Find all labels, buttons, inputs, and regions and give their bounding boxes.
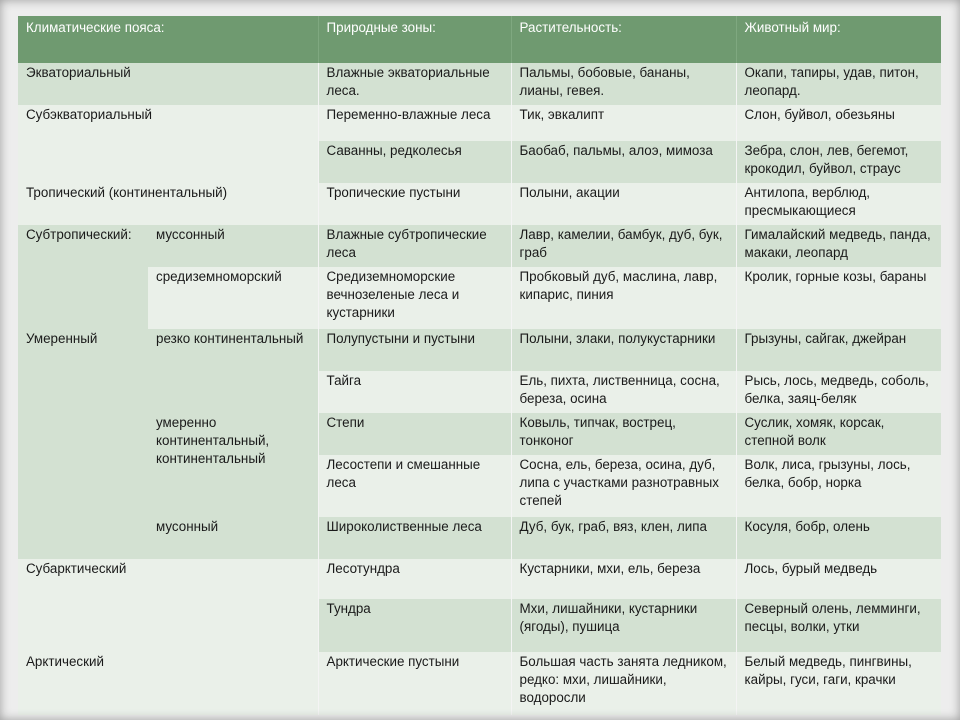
fauna-cell: Волк, лиса, грызуны, лось, белка, бобр, норка bbox=[736, 455, 941, 517]
flora-cell: Ковыль, типчак, вострец, тонконог bbox=[511, 413, 736, 455]
zone-cell: Саванны, редколесья bbox=[318, 141, 511, 183]
table-row bbox=[18, 183, 941, 225]
climate-zones-table bbox=[18, 16, 941, 715]
subtype-cell: мусонный bbox=[148, 517, 318, 559]
fauna-cell: Лось, бурый медведь bbox=[736, 559, 941, 599]
zone-cell: Влажные экваториальные леса. bbox=[318, 63, 511, 105]
flora-cell: Кустарники, мхи, ель, береза bbox=[511, 559, 736, 599]
table-row bbox=[18, 225, 941, 267]
zone-cell: Широколиственные леса bbox=[318, 517, 511, 559]
subtype-cell: средиземноморский bbox=[148, 267, 318, 329]
flora-cell: Лавр, камелии, бамбук, дуб, бук, граб bbox=[511, 225, 736, 267]
zone-cell: Тайга bbox=[318, 371, 511, 413]
fauna-cell: Зебра, слон, лев, бегемот, крокодил, буйвол, страус bbox=[736, 141, 941, 183]
table-header-row bbox=[18, 16, 941, 63]
zone-cell: Лесостепи и смешанные леса bbox=[318, 455, 511, 517]
header-climate-belts: Климатические пояса: bbox=[18, 16, 318, 63]
flora-cell: Полыни, акации bbox=[511, 183, 736, 225]
fauna-cell: Гималайский медведь, панда, макаки, леопард bbox=[736, 225, 941, 267]
table-row bbox=[18, 559, 941, 599]
flora-cell: Мхи, лишайники, кустарники (ягоды), пушица bbox=[511, 599, 736, 652]
belt-cell: Субэкваториальный bbox=[18, 105, 318, 183]
fauna-cell: Антилопа, верблюд, пресмыкающиеся bbox=[736, 183, 941, 225]
zone-cell: Влажные субтропические леса bbox=[318, 225, 511, 267]
zone-cell: Лесотундра bbox=[318, 559, 511, 599]
flora-cell: Полыни, злаки, полукустарники bbox=[511, 329, 736, 371]
flora-cell: Сосна, ель, береза, осина, дуб, липа с участками разнотравных степей bbox=[511, 455, 736, 517]
table-row bbox=[18, 517, 941, 559]
belt-cell: Арктический bbox=[18, 652, 318, 715]
header-vegetation: Растительность: bbox=[511, 16, 736, 63]
flora-cell: Ель, пихта, лиственница, сосна, береза, осина bbox=[511, 371, 736, 413]
belt-cell: Экваториальный bbox=[18, 63, 318, 105]
flora-cell: Тик, эвкалипт bbox=[511, 105, 736, 141]
zone-cell: Переменно-влажные леса bbox=[318, 105, 511, 141]
zone-cell: Тропические пустыни bbox=[318, 183, 511, 225]
fauna-cell: Белый медведь, пингвины, кайры, гуси, гаги, крачки bbox=[736, 652, 941, 715]
fauna-cell: Грызуны, сайгак, джейран bbox=[736, 329, 941, 371]
table-row bbox=[18, 105, 941, 141]
header-natural-zones: Природные зоны: bbox=[318, 16, 511, 63]
zone-cell: Тундра bbox=[318, 599, 511, 652]
subtype-cell: резко континентальный bbox=[148, 329, 318, 413]
belt-cell: Субарктический bbox=[18, 559, 318, 652]
zone-cell: Степи bbox=[318, 413, 511, 455]
zone-cell: Арктические пустыни bbox=[318, 652, 511, 715]
flora-cell: Баобаб, пальмы, алоэ, мимоза bbox=[511, 141, 736, 183]
fauna-cell: Северный олень, лемминги, песцы, волки, утки bbox=[736, 599, 941, 652]
table-row bbox=[18, 329, 941, 371]
table-row bbox=[18, 413, 941, 455]
belt-cell: Субтропический: bbox=[18, 225, 148, 329]
fauna-cell: Окапи, тапиры, удав, питон, леопард. bbox=[736, 63, 941, 105]
table-row bbox=[18, 63, 941, 105]
fauna-cell: Косуля, бобр, олень bbox=[736, 517, 941, 559]
fauna-cell: Кролик, горные козы, бараны bbox=[736, 267, 941, 329]
subtype-cell: муссонный bbox=[148, 225, 318, 267]
belt-cell: Умеренный bbox=[18, 329, 148, 559]
zone-cell: Средиземноморские вечнозеленые леса и кустарники bbox=[318, 267, 511, 329]
flora-cell: Пробковый дуб, маслина, лавр, кипарис, пиния bbox=[511, 267, 736, 329]
flora-cell: Большая часть занята ледником, редко: мхи, лишайники, водоросли bbox=[511, 652, 736, 715]
table-row bbox=[18, 652, 941, 715]
flora-cell: Дуб, бук, граб, вяз, клен, липа bbox=[511, 517, 736, 559]
table-row bbox=[18, 267, 941, 329]
fauna-cell: Слон, буйвол, обезьяны bbox=[736, 105, 941, 141]
belt-cell: Тропический (континентальный) bbox=[18, 183, 318, 225]
subtype-cell: умеренно континентальный, континентальный bbox=[148, 413, 318, 517]
fauna-cell: Рысь, лось, медведь, соболь, белка, заяц-беляк bbox=[736, 371, 941, 413]
fauna-cell: Суслик, хомяк, корсак, степной волк bbox=[736, 413, 941, 455]
flora-cell: Пальмы, бобовые, бананы, лианы, гевея. bbox=[511, 63, 736, 105]
header-fauna: Животный мир: bbox=[736, 16, 941, 63]
zone-cell: Полупустыни и пустыни bbox=[318, 329, 511, 371]
